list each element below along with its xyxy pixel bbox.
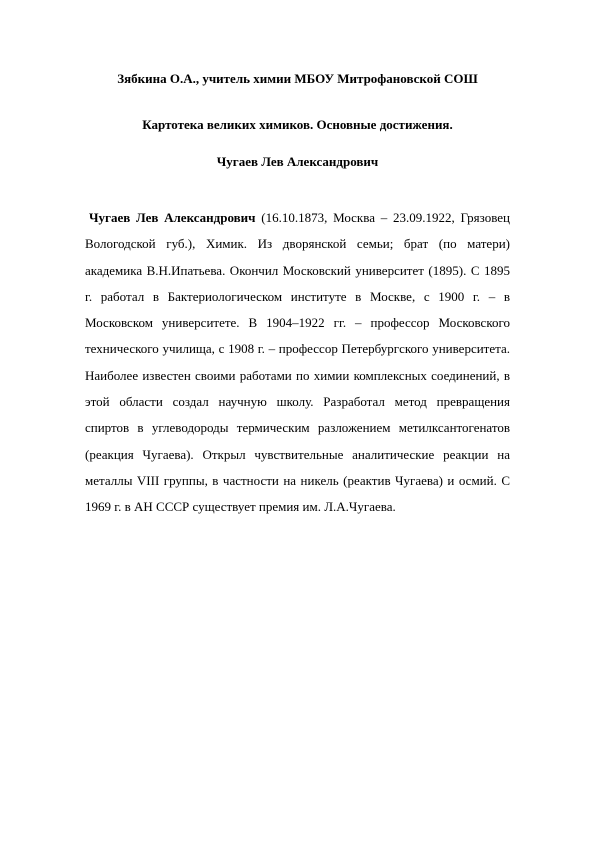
biography-lead-name: Чугаев Лев Александрович — [89, 210, 256, 225]
biography-text: (16.10.1873, Москва – 23.09.1922, Грязовец Вологодской губ.), Химик. Из дворянской семьи; брат (по матери) академика В.Н.Ипатьева. Окончил Московский университет (1895). С 1895 г. работал в Бактериологическом институте в Москве, с 1900 г. – в Московском университете. В 1904–1922 гг. – профессор Московского технического училища, с 1908 г. – профессор Петербургского университета. Наиболее известен своими работами по химии комплексных соединений, в этой области создал научную школу. Разработал метод превращения спиртов в углеводороды термическим разложением метилксантогенатов (реакция Чугаева). Открыл чувствительные аналитические реакции на металлы VIII группы, в частности на никель (реактив Чугаева) и осмий. С 1969 г. в АН СССР существует премия им. Л.А.Чугаева. — [85, 210, 510, 515]
person-name-heading: Чугаев Лев Александрович — [216, 154, 379, 169]
document-title: Картотека великих химиков. Основные достижения. — [142, 117, 453, 132]
author-line: Зябкина О.А., учитель химии МБОУ Митрофановской СОШ — [117, 71, 478, 86]
biography-paragraph — [85, 205, 510, 521]
